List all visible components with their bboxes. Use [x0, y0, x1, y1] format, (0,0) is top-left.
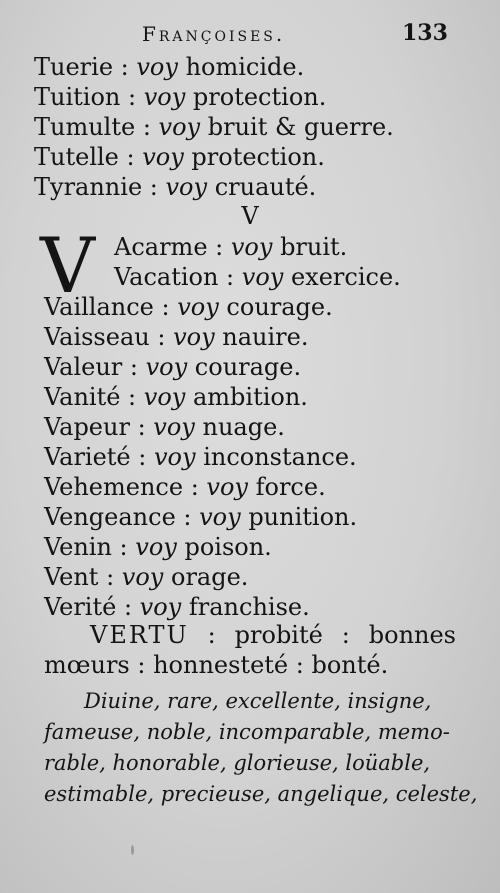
entry-headword: Venin: [44, 533, 112, 561]
dictionary-entry: [44, 562, 484, 592]
entry-voy: voy: [173, 323, 215, 351]
dictionary-entry: [44, 472, 484, 502]
entry-separator: :: [120, 83, 144, 111]
entry-reference: orage.: [163, 563, 249, 591]
entries-v-list: [44, 292, 484, 622]
entry-voy: voy: [143, 83, 186, 111]
dictionary-entry: [44, 592, 484, 622]
entry-separator: :: [153, 293, 178, 321]
entry-reference: bruit.: [272, 233, 348, 261]
entry-headword: Vaisseau: [44, 323, 150, 351]
epithet-line: estimable, precieuse, angelique, celeste,: [44, 782, 478, 806]
vertu-line-1: [44, 620, 456, 650]
entry-separator: :: [149, 323, 174, 351]
entry-separator: :: [207, 233, 231, 261]
entries-v-first-list: [114, 232, 474, 292]
entry-reference: bruit & guerre.: [200, 113, 394, 141]
entry-voy: voy: [142, 143, 184, 171]
dictionary-entry: [44, 322, 484, 352]
dictionary-entry: [34, 82, 474, 112]
drop-cap-initial: V: [40, 221, 95, 310]
entry-separator: :: [135, 113, 159, 141]
dictionary-entry: [34, 112, 474, 142]
dictionary-entry: [44, 442, 484, 472]
dictionary-entry: [34, 52, 474, 82]
entry-headword: Vengeance: [44, 503, 176, 531]
entry-separator: :: [130, 443, 154, 471]
dictionary-entry: [114, 262, 474, 292]
epithet-line: rable, honorable, glorieuse, loüable,: [44, 751, 431, 775]
entry-voy: voy: [135, 533, 177, 561]
dictionary-entry: [44, 382, 484, 412]
epithet-line: fameuse, noble, incomparable, memo-: [44, 720, 450, 744]
entry-separator: :: [116, 593, 140, 621]
entry-headword: Vehemence: [44, 473, 184, 501]
entry-reference: inconstance.: [195, 443, 357, 471]
entry-reference: nuage.: [194, 413, 285, 441]
entry-headword: Vanité: [44, 383, 121, 411]
dictionary-entry: [34, 142, 474, 172]
entry-headword: Tuition: [34, 83, 121, 111]
dictionary-entry: [44, 352, 484, 382]
entry-voy: voy: [153, 413, 195, 441]
entry-voy: voy: [177, 293, 219, 321]
entry-separator: :: [175, 503, 200, 531]
page-number: 133: [402, 20, 448, 46]
entry-reference: nauire.: [214, 323, 309, 351]
entry-reference: protection.: [183, 143, 325, 171]
entry-headword: Tumulte: [34, 113, 136, 141]
dictionary-entry: [44, 292, 484, 322]
entry-reference: franchise.: [181, 593, 310, 621]
entry-headword: Vacation: [114, 263, 219, 291]
entry-separator: :: [111, 533, 136, 561]
entry-separator: :: [113, 53, 137, 81]
entry-headword: Vent: [44, 563, 99, 591]
entry-separator: :: [122, 353, 146, 381]
entry-reference: courage.: [187, 353, 302, 381]
entry-reference: courage.: [218, 293, 333, 321]
dictionary-entry: [34, 172, 474, 202]
entry-reference: ambition.: [185, 383, 308, 411]
entry-reference: cruauté.: [207, 173, 317, 201]
entry-separator: :: [218, 263, 242, 291]
dictionary-entry: [114, 232, 474, 262]
entry-separator: :: [142, 173, 166, 201]
vertu-epithets: [44, 686, 478, 810]
entry-voy: voy: [199, 503, 241, 531]
entry-headword: Tuerie: [34, 53, 114, 81]
entry-headword: Varieté: [44, 443, 131, 471]
vertu-synonyms-1: : probité : bonnes: [188, 621, 456, 649]
entries-t-list: [34, 52, 474, 202]
entry-voy: voy: [139, 593, 182, 621]
dictionary-entry: [44, 532, 484, 562]
entry-voy: voy: [206, 473, 248, 501]
entry-headword: Tutelle: [34, 143, 119, 171]
vertu-headword: VERTU: [90, 621, 189, 649]
entry-voy: voy: [153, 443, 196, 471]
entry-separator: :: [118, 143, 143, 171]
entry-voy: voy: [165, 173, 208, 201]
entry-separator: :: [98, 563, 122, 591]
entry-headword: Vaillance: [44, 293, 154, 321]
dictionary-entry: [44, 412, 484, 442]
section-letter-heading: V: [241, 202, 259, 230]
entry-reference: homicide.: [177, 53, 305, 81]
entry-voy: voy: [241, 263, 284, 291]
epithet-line: Diuine, rare, excellente, insigne,: [84, 689, 432, 713]
entry-headword: Acarme: [114, 233, 208, 261]
running-head: Françoises.: [142, 22, 286, 46]
entry-reference: protection.: [185, 83, 327, 111]
entry-headword: Verité: [44, 593, 117, 621]
entry-reference: punition.: [240, 503, 358, 531]
entry-reference: exercice.: [283, 263, 401, 291]
entry-voy: voy: [230, 233, 273, 261]
entry-separator: :: [183, 473, 207, 501]
entry-reference: force.: [247, 473, 326, 501]
paper-speck: [131, 845, 134, 855]
entry-voy: voy: [158, 113, 201, 141]
vertu-entry: [44, 620, 456, 680]
entry-voy: voy: [145, 353, 188, 381]
entry-voy: voy: [143, 383, 186, 411]
entry-reference: poison.: [176, 533, 272, 561]
entry-headword: Vapeur: [44, 413, 130, 441]
vertu-line-2: mœurs : honnesteté : bonté.: [44, 651, 389, 679]
entry-voy: voy: [136, 53, 178, 81]
entry-voy: voy: [121, 563, 164, 591]
entry-headword: Valeur: [44, 353, 123, 381]
dictionary-entry: [44, 502, 484, 532]
page-header: [0, 22, 500, 52]
entry-separator: :: [120, 383, 144, 411]
entry-separator: :: [129, 413, 154, 441]
entry-headword: Tyrannie: [34, 173, 143, 201]
